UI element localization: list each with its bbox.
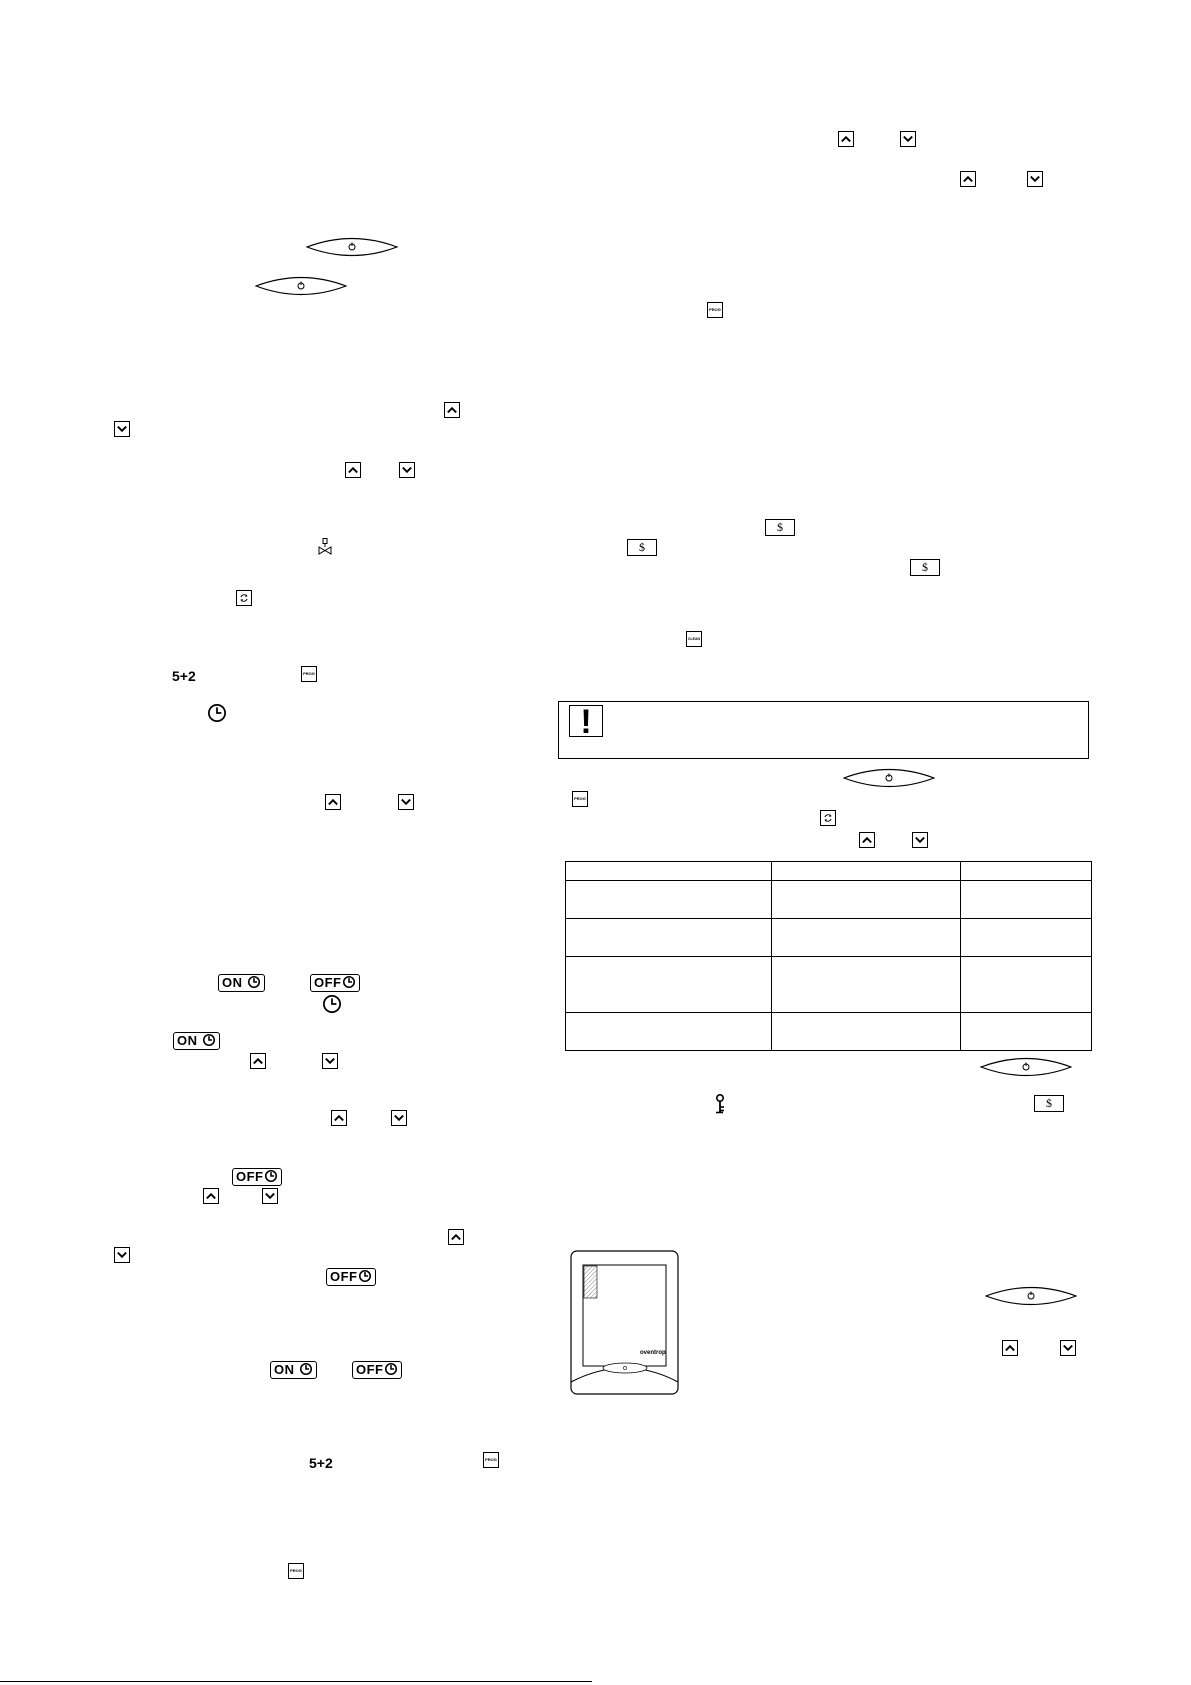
up-arrow-icon	[444, 402, 460, 418]
clock-icon	[264, 1169, 278, 1183]
on-timer-badge	[173, 1032, 220, 1050]
clock-icon	[299, 1362, 313, 1376]
off-timer-badge	[326, 1268, 376, 1286]
table-row	[566, 919, 1092, 957]
on-label: ON	[177, 1033, 198, 1048]
dollar-icon: $	[765, 519, 795, 536]
prog-icon: PROG	[288, 1563, 304, 1579]
down-arrow-icon	[912, 832, 928, 848]
table-cell	[772, 957, 961, 1013]
table-row	[566, 957, 1092, 1013]
up-arrow-icon	[250, 1053, 266, 1069]
table-cell	[566, 1013, 772, 1051]
up-arrow-icon	[345, 462, 361, 478]
key-icon	[714, 1094, 726, 1114]
table-cell	[566, 957, 772, 1013]
standby-button[interactable]	[985, 1285, 1077, 1307]
up-arrow-icon	[448, 1229, 464, 1245]
valve-icon	[318, 538, 332, 555]
program-5-2-label: 5+2	[172, 668, 196, 684]
standby-button[interactable]	[306, 236, 398, 258]
on-timer-badge	[270, 1361, 317, 1379]
cycle-icon	[820, 810, 836, 826]
off-timer-badge	[232, 1168, 282, 1186]
table-cell	[961, 919, 1092, 957]
clock-icon	[322, 994, 342, 1014]
table-row	[566, 862, 1092, 881]
clock-icon	[247, 975, 261, 989]
clock-icon	[358, 1269, 372, 1283]
prog-icon: PROG	[572, 791, 588, 807]
table-cell	[961, 957, 1092, 1013]
table-cell	[772, 862, 961, 881]
up-arrow-icon	[331, 1110, 347, 1126]
on-label: ON	[274, 1362, 295, 1377]
standby-button[interactable]	[980, 1056, 1072, 1078]
down-arrow-icon	[114, 1247, 130, 1263]
down-arrow-icon	[1027, 171, 1043, 187]
table-cell	[772, 881, 961, 919]
brand-logo-text: oventrop	[640, 1350, 666, 1356]
clean-icon: CLEAN	[686, 631, 702, 647]
table-row	[566, 1013, 1092, 1051]
footnote-rule	[0, 1681, 592, 1682]
off-label: OFF	[314, 975, 342, 990]
dollar-icon: $	[1034, 1095, 1064, 1112]
down-arrow-icon	[900, 131, 916, 147]
standby-button[interactable]	[843, 767, 935, 789]
clock-icon	[342, 975, 356, 989]
down-arrow-icon	[391, 1110, 407, 1126]
on-timer-badge	[218, 974, 265, 992]
down-arrow-icon	[322, 1053, 338, 1069]
up-arrow-icon	[325, 794, 341, 810]
table-cell	[961, 862, 1092, 881]
table-cell	[772, 919, 961, 957]
prog-icon: PROG	[301, 666, 317, 682]
table-cell	[566, 881, 772, 919]
prog-icon: PROG	[707, 302, 723, 318]
down-arrow-icon	[1060, 1340, 1076, 1356]
prog-icon: PROG	[483, 1452, 499, 1468]
clock-icon	[207, 703, 227, 723]
up-arrow-icon	[859, 832, 875, 848]
down-arrow-icon	[114, 421, 130, 437]
down-arrow-icon	[398, 794, 414, 810]
dollar-icon: $	[910, 559, 940, 576]
dollar-icon: $	[627, 539, 657, 556]
up-arrow-icon	[1002, 1340, 1018, 1356]
table-cell	[961, 1013, 1092, 1051]
down-arrow-icon	[399, 462, 415, 478]
off-timer-badge	[310, 974, 360, 992]
off-label: OFF	[236, 1169, 264, 1184]
table-row	[566, 881, 1092, 919]
table-cell	[961, 881, 1092, 919]
standby-button[interactable]	[255, 275, 347, 297]
on-label: ON	[222, 975, 243, 990]
program-5-2-label: 5+2	[309, 1455, 333, 1471]
off-label: OFF	[356, 1362, 384, 1377]
cycle-icon	[236, 590, 252, 606]
table-cell	[566, 919, 772, 957]
down-arrow-icon	[262, 1188, 278, 1204]
up-arrow-icon	[960, 171, 976, 187]
off-label: OFF	[330, 1269, 358, 1284]
clock-icon	[384, 1362, 398, 1376]
exclamation-icon: !	[569, 705, 603, 737]
table-cell	[566, 862, 772, 881]
clock-icon	[202, 1033, 216, 1047]
thermostat-device-illustration	[570, 1250, 680, 1396]
settings-table	[565, 861, 1092, 1051]
warning-box	[558, 701, 1089, 759]
off-timer-badge	[352, 1361, 402, 1379]
up-arrow-icon	[838, 131, 854, 147]
table-cell	[772, 1013, 961, 1051]
up-arrow-icon	[203, 1188, 219, 1204]
